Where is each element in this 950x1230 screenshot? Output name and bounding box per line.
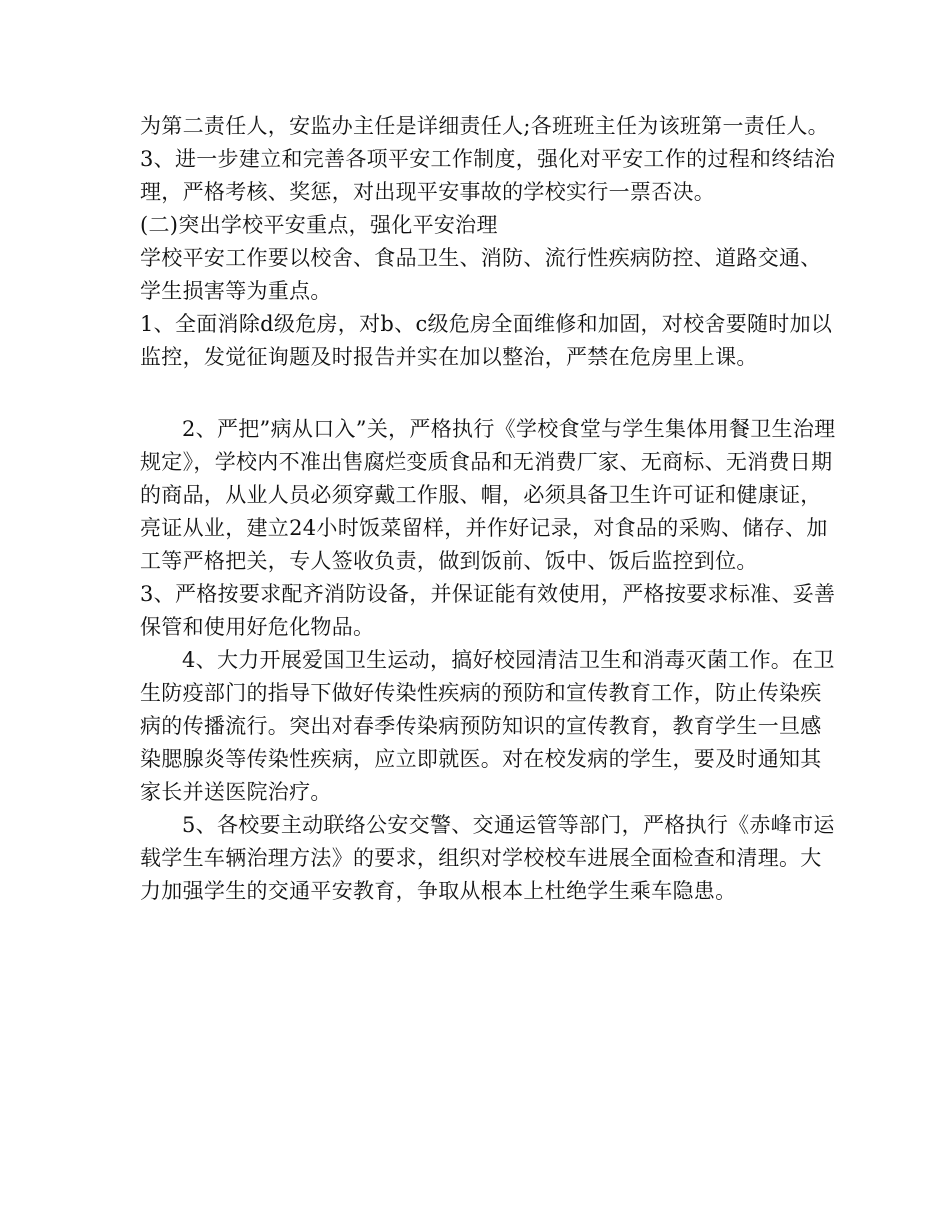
paragraph-item-3-system: 3、进一步建立和完善各项平安工作制度，强化对平安工作的过程和终结治理，严格考核、奖惩，对出现平安事故的学校实行一票否决。 xyxy=(140,147,836,204)
paragraph-responsibility: 为第二责任人，安监办主任是详细责任人;各班班主任为该班第一责任人。 xyxy=(140,114,829,138)
paragraph-item-2-food: 2、严把”病从口入”关，严格执行《学校食堂与学生集体用餐卫生治理规定》，学校内不准出售腐烂变质食品和无消费厂家、无商标、无消费日期的商品，从业人员必须穿戴工作服、帽，必须具备卫生许可证和健康证，亮证从业，建立24小时饭菜留样，并作好记录，对食品的采购、储存、加工等严格把关，专人签收负责，做到饭前、饭中、饭后监控到位。 xyxy=(140,417,836,573)
paragraph-item-4-hygiene: 4、大力开展爱国卫生运动，搞好校园清洁卫生和消毒灭菌工作。在卫生防疫部门的指导下做好传染性疾病的预防和宣传教育工作，防止传染疾病的传播流行。突出对春季传染病预防知识的宣传教育，教育学生一旦感染腮腺炎等传染性疾病，应立即就医。对在校发病的学生，要及时通知其家长并送医院治疗。 xyxy=(140,648,835,804)
paragraph-item-5-traffic: 5、各校要主动联络公安交警、交通运管等部门，严格执行《赤峰市运载学生车辆治理方法》的要求，组织对学校校车进展全面检查和清理。大力加强学生的交通平安教育，争取从根本上杜绝学生乘车隐患。 xyxy=(140,813,835,903)
section-heading-2: (二)突出学校平安重点，强化平安治理 xyxy=(140,213,498,237)
paragraph-item-3-fire: 3、严格按要求配齐消防设备，并保证能有效使用，严格按要求标准、妥善保管和使用好危化物品。 xyxy=(140,582,836,639)
paragraph-gap xyxy=(140,374,840,413)
document-body xyxy=(140,110,840,908)
paragraph-focus-areas: 学校平安工作要以校舍、食品卫生、消防、流行性疾病防控、道路交通、学生损害等为重点。 xyxy=(140,246,822,303)
paragraph-item-1-buildings: 1、全面消除d级危房，对b、c级危房全面维修和加固，对校舍要随时加以监控，发觉征询题及时报告并实在加以整治，严禁在危房里上课。 xyxy=(140,312,833,369)
